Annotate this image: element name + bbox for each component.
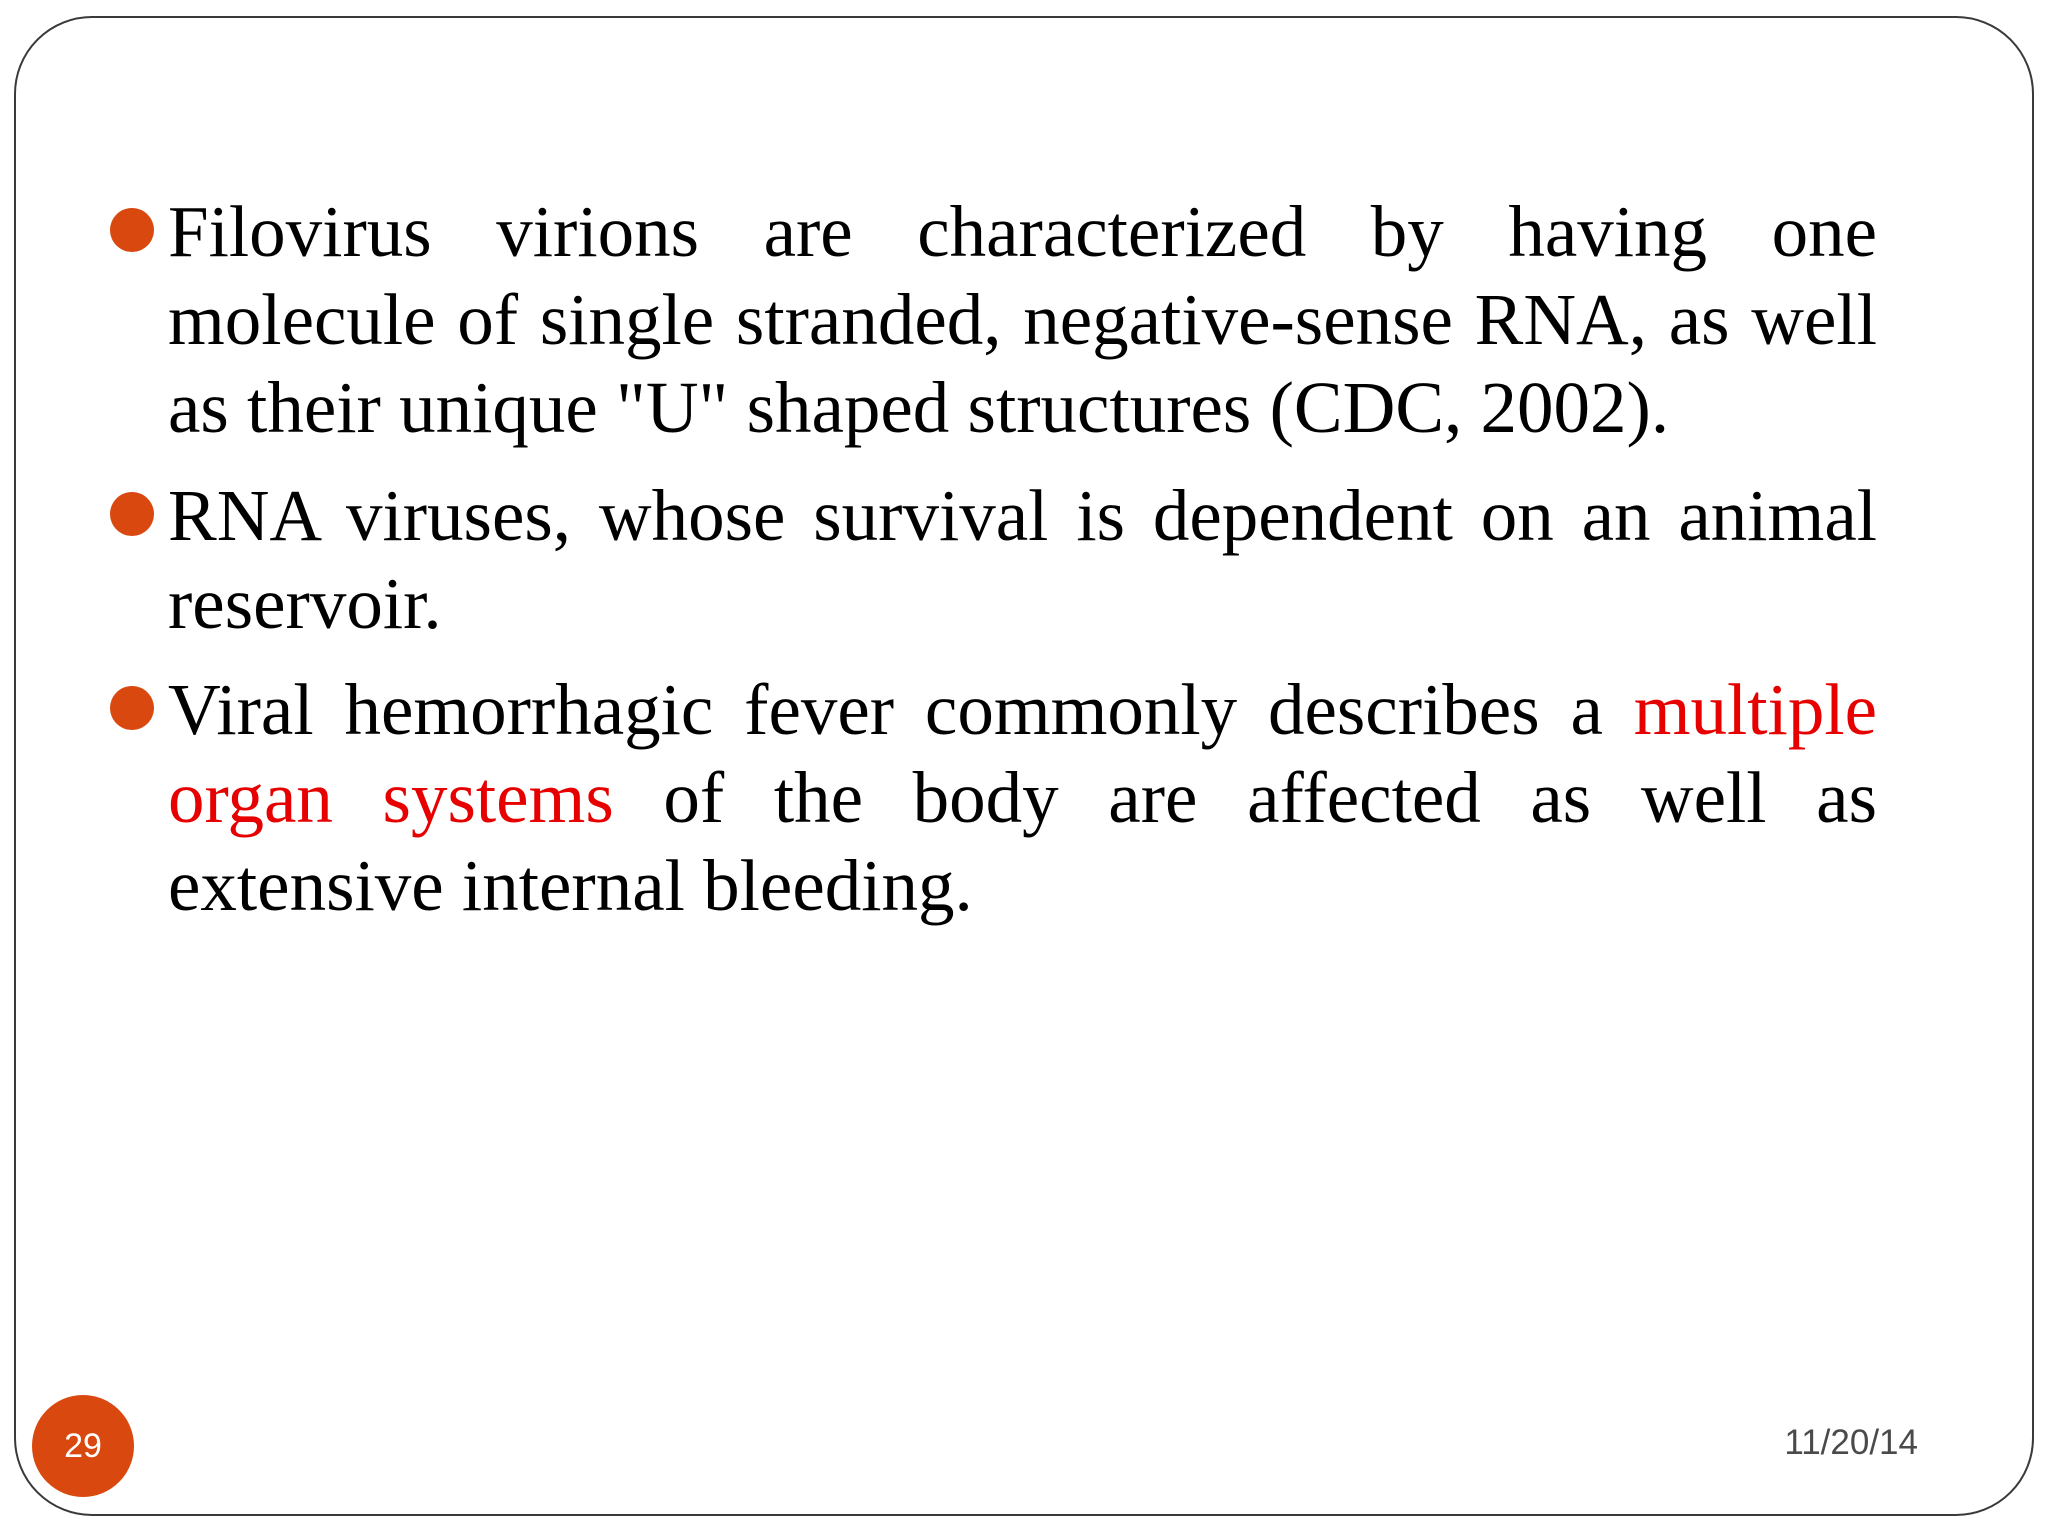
slide-date: 11/20/14 [1784,1423,1918,1462]
bullet-text-3-before: Viral hemorrhagic fever commonly describes a [168,669,1634,750]
bullet-dot-icon [110,492,154,536]
bullet-text-3-after: of the body are affected as well as extensive internal bleeding. [168,757,1877,926]
bullet-text-3-highlight: multiple organ systems [168,669,1877,838]
bullet-dot-icon [110,686,154,730]
bullet-item-3 [168,666,1877,930]
page-number: 29 [64,1426,102,1465]
page-number-badge [32,1395,134,1497]
bullet-item-1 [168,188,1877,452]
bullet-item-2 [168,472,1877,648]
bullet-dot-icon [110,208,154,252]
bullet-text-2: RNA viruses, whose survival is dependent on an animal reservoir. [168,475,1877,644]
bullet-text-1: Filovirus virions are characterized by having one molecule of single stranded, negative-sense RNA, as well as their unique "U" shaped structures (CDC, 2002). [168,191,1877,448]
